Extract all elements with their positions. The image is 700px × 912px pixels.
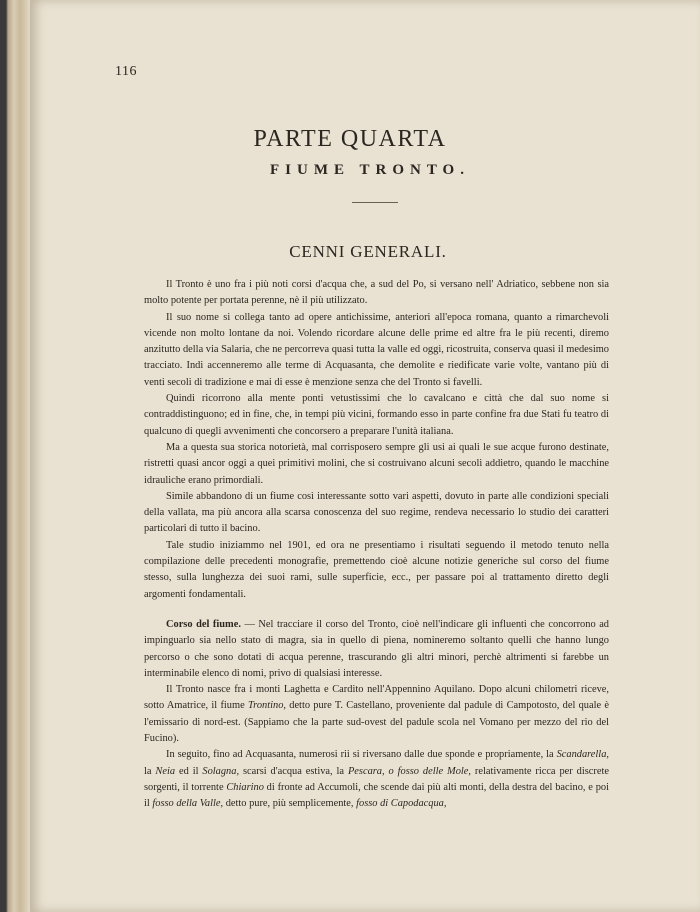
page-number: 116 xyxy=(115,64,137,79)
paragraph: Simile abbandono di un fiume così interessante sotto vari aspetti, dovuto in parte alle condizioni speciali della vallata, ma più ancora alla scarsa conoscenza del suo regime, rendeva necessario lo studio dei caratteri particolari di tutto il bacino. xyxy=(144,490,609,535)
paragraph-origine xyxy=(144,682,609,747)
paragraph: Ma a questa sua storica notorietà, mal corrisposero sempre gli usi ai quali le sue acque furono destinate, ristretti quasi ancor oggi a quei primitivi molini, che si costruivano alcuni secoli addietro, quando le macchine idrauliche erano primordiali. xyxy=(144,441,609,486)
paragraph: Tale studio iniziammo nel 1901, ed ora ne presentiamo i risultati seguendo il metodo tenuto nella compilazione delle precedenti monografie, premettendo cioè alcune notizie generiche sul corso del fiume stesso, sulla lunghezza dei suoi rami, sulle superficie, ecc., per passare poi al trattamento diretto degli argomenti fondamentali. xyxy=(144,539,609,600)
italic-run: Neia xyxy=(155,765,176,777)
text-run: detto pure, più semplicemente, xyxy=(223,798,357,810)
italic-run: fosso di Capodacqua, xyxy=(356,798,447,810)
section-title: CENNI GENERALI. xyxy=(289,242,447,261)
italic-run: Solagna, xyxy=(202,765,240,777)
italic-run: Scandarella, xyxy=(556,749,609,761)
paragraph: Il suo nome si collega tanto ad opere antichissime, anteriori all'epoca romana, quanto a rimarchevoli vicende non molto lontane da noi. Volendo ricordare alcune delle prime ed altre fra le più recenti, diremo anzitutto della via Salaria, che ne percorreva quasi tutta la valle ed oggi, ricostruita, conserva quasi il medesimo tracciato. Indi accenneremo alle terme di Acquasanta, che demolite e riedificate varie volte, vantano più di venti secoli di tradizione e mai di esse è menzione senza che del Tronto si favelli. xyxy=(144,311,609,388)
text-run: ed il xyxy=(175,765,203,777)
paragraph: Il Tronto è uno fra i più noti corsi d'acqua che, a sud del Po, si versano nell' Adriatico, sebbene non sia molto potente per portata perenne, nè il più utilizzato. xyxy=(144,279,609,307)
part-title: PARTE QUARTA xyxy=(253,126,447,152)
paragraph-seguito xyxy=(144,747,609,812)
paragraph: Quindi ricorrono alla mente ponti vetustissimi che lo cavalcano e città che dal suo nome si contraddistinguono; ed in fine, che, in tempi più vicini, formando esso in parte confine fra due Stati fu teatro di qualcuno di quegli avvenimenti che concorsero a preparare l'unità italiana. xyxy=(144,393,609,437)
text-run: scarsi d'acqua estiva, la xyxy=(239,765,348,777)
text-run: di fronte ad Accumoli, che scende dai più alti monti, della destra del bacino, e poi il xyxy=(144,781,609,810)
text-run: relativamente ricca per discrete sorgenti, il torrente xyxy=(144,765,609,793)
body-text xyxy=(144,277,609,813)
text-run: Il Tronto nasce fra i monti Laghetta e Cardito nell'Appennino Aquilano. Dopo alcuni chilometri riceve, sotto Amatrice, il fiume xyxy=(144,684,609,712)
text-run: detto pure T. Castellano, proveniente dal padule di Campotosto, del quale è l'emissario di nord-est. (Sappiamo che la parte sud-ovest del padule scola nel Vomano per mezzo del rio del Fucino). xyxy=(144,700,609,745)
text-run: In seguito, fino ad Acquasanta, numerosi rii si riversano dalle due sponde e propriamente, la xyxy=(166,749,557,761)
river-title: FIUME TRONTO. xyxy=(270,162,470,178)
italic-run: Chiarino xyxy=(226,781,264,793)
paragraph-corso xyxy=(144,617,609,682)
text-run: la xyxy=(144,765,156,777)
paragraph-text: — Nel tracciare il corso del Tronto, cioè nell'indicare gli influenti che concorrono ad impinguarlo sia nello stato di magra, sia in quello di piena, nomineremo soltanto quelli che hanno lungo percorso o che sono dotati di acqua perenne, trascurando gli altri minori, perchè altrimenti si farebbe un interminabile elenco di nomi, privo di qualsiasi interesse. xyxy=(144,618,609,679)
title-rule xyxy=(352,202,398,203)
italic-run: fosso della Valle, xyxy=(152,798,224,810)
italic-run: Trontino, xyxy=(247,700,286,712)
italic-run: Pescara, o fosso delle Mole, xyxy=(347,765,471,777)
paragraph-lead: Corso del fiume. xyxy=(166,618,241,630)
